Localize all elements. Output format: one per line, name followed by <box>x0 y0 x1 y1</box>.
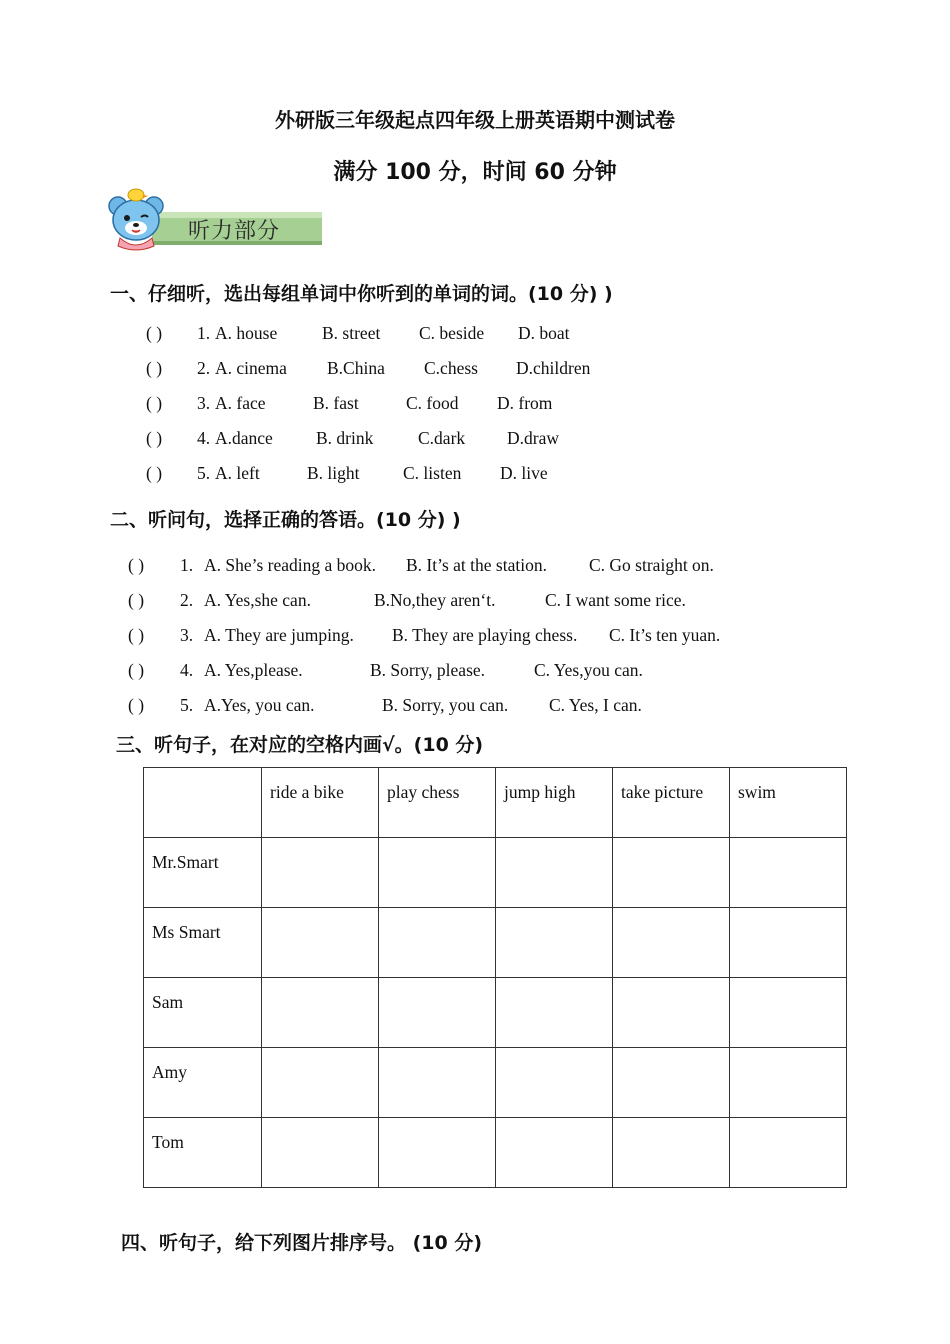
tick-cell[interactable] <box>613 908 730 978</box>
table-row <box>144 838 847 908</box>
table-header-cell: play chess <box>379 768 496 838</box>
option-b: B. It’s at the station. <box>406 555 547 575</box>
tick-cell[interactable] <box>379 1118 496 1188</box>
option-c: C. Yes,you can. <box>534 660 643 680</box>
tick-cell[interactable] <box>730 908 847 978</box>
option-b: B. Sorry, please. <box>370 660 486 680</box>
table-header-cell: take picture <box>613 768 730 838</box>
option-a: A. left <box>215 463 260 483</box>
table-header-cell: jump high <box>496 768 613 838</box>
tick-cell[interactable] <box>262 1048 379 1118</box>
option-a: A. face <box>215 393 266 413</box>
question-number: 4. <box>180 660 194 680</box>
answer-paren[interactable]: ( ) <box>146 428 163 448</box>
table-header-cell: swim <box>730 768 847 838</box>
question-number: 3. <box>180 625 194 645</box>
option-d: D.children <box>516 358 591 378</box>
tick-cell[interactable] <box>496 1048 613 1118</box>
row-label: Tom <box>144 1118 262 1188</box>
question-number: 1. <box>197 323 211 343</box>
section2-heading: 二、听问句，选择正确的答语。(10 分) ) <box>110 509 461 531</box>
option-a: A. house <box>215 323 278 343</box>
tick-cell[interactable] <box>613 838 730 908</box>
section1-heading: 一、仔细听，选出每组单词中你听到的单词的词。(10 分) ) <box>110 283 613 305</box>
answer-paren[interactable]: ( ) <box>128 695 145 715</box>
tick-cell[interactable] <box>730 978 847 1048</box>
tick-cell[interactable] <box>262 908 379 978</box>
option-b: B. Sorry, you can. <box>382 695 509 715</box>
option-c: C. It’s ten yuan. <box>609 625 721 645</box>
option-b: B. They are playing chess. <box>392 625 578 645</box>
option-d: D. from <box>497 393 553 413</box>
answer-paren[interactable]: ( ) <box>146 323 163 343</box>
option-b: B. light <box>307 463 360 483</box>
option-a: A. They are jumping. <box>204 625 354 645</box>
table-row <box>144 978 847 1048</box>
option-d: D.draw <box>507 428 559 448</box>
answer-paren[interactable]: ( ) <box>146 358 163 378</box>
option-d: D. live <box>500 463 548 483</box>
option-c: C. listen <box>403 463 462 483</box>
tick-cell[interactable] <box>262 838 379 908</box>
tick-cell[interactable] <box>379 978 496 1048</box>
tick-cell[interactable] <box>379 908 496 978</box>
option-c: C.dark <box>418 428 466 448</box>
option-a: A. Yes,she can. <box>204 590 311 610</box>
listening-banner <box>108 186 326 252</box>
tick-cell[interactable] <box>496 978 613 1048</box>
option-b: B. fast <box>313 393 359 413</box>
option-a: A.Yes, you can. <box>204 695 315 715</box>
option-c: C. Go straight on. <box>589 555 714 575</box>
option-a: A. Yes,please. <box>204 660 303 680</box>
table-header-cell: ride a bike <box>262 768 379 838</box>
option-b: B. drink <box>316 428 374 448</box>
question-number: 1. <box>180 555 194 575</box>
option-c: C. I want some rice. <box>545 590 686 610</box>
question-number: 3. <box>197 393 211 413</box>
tick-cell[interactable] <box>379 1048 496 1118</box>
table-header-row <box>144 768 847 838</box>
option-a: A. She’s reading a book. <box>204 555 377 575</box>
section3-heading: 三、听句子，在对应的空格内画√。(10 分) <box>116 734 484 756</box>
tick-cell[interactable] <box>379 838 496 908</box>
answer-paren[interactable]: ( ) <box>146 463 163 483</box>
row-label: Mr.Smart <box>144 838 262 908</box>
tick-cell[interactable] <box>613 1118 730 1188</box>
table-row <box>144 1118 847 1188</box>
tick-cell[interactable] <box>613 1048 730 1118</box>
tick-cell[interactable] <box>730 1048 847 1118</box>
tick-cell[interactable] <box>262 1118 379 1188</box>
question-number: 5. <box>197 463 211 483</box>
option-c: C.chess <box>424 358 478 378</box>
option-c: C. beside <box>419 323 485 343</box>
question-number: 5. <box>180 695 194 715</box>
answer-paren[interactable]: ( ) <box>128 590 145 610</box>
row-label: Ms Smart <box>144 908 262 978</box>
tick-table <box>143 767 847 1188</box>
option-c: C. Yes, I can. <box>549 695 642 715</box>
tick-cell[interactable] <box>262 978 379 1048</box>
option-b: B.China <box>327 358 385 378</box>
table-header-cell <box>144 768 262 838</box>
option-b: B.No,they aren‘t. <box>374 590 496 610</box>
answer-paren[interactable]: ( ) <box>128 625 145 645</box>
tick-cell[interactable] <box>496 1118 613 1188</box>
tick-cell[interactable] <box>496 838 613 908</box>
banner-label: 听力部分 <box>188 219 281 244</box>
option-b: B. street <box>322 323 381 343</box>
option-a: A. cinema <box>215 358 287 378</box>
answer-paren[interactable]: ( ) <box>128 660 145 680</box>
section4-heading: 四、听句子，给下列图片排序号。 (10 分) <box>121 1232 483 1254</box>
table-row <box>144 908 847 978</box>
page-subtitle: 满分 100 分，时间 60 分钟 <box>333 160 617 185</box>
option-d: D. boat <box>518 323 570 343</box>
table-row <box>144 1048 847 1118</box>
question-number: 2. <box>180 590 194 610</box>
tick-cell[interactable] <box>730 1118 847 1188</box>
answer-paren[interactable]: ( ) <box>146 393 163 413</box>
page-title: 外研版三年级起点四年级上册英语期中测试卷 <box>275 108 675 132</box>
option-a: A.dance <box>215 428 273 448</box>
tick-cell[interactable] <box>613 978 730 1048</box>
tick-cell[interactable] <box>730 838 847 908</box>
row-label: Sam <box>144 978 262 1048</box>
question-number: 2. <box>197 358 211 378</box>
option-c: C. food <box>406 393 459 413</box>
question-number: 4. <box>197 428 211 448</box>
tick-cell[interactable] <box>496 908 613 978</box>
row-label: Amy <box>144 1048 262 1118</box>
answer-paren[interactable]: ( ) <box>128 555 145 575</box>
